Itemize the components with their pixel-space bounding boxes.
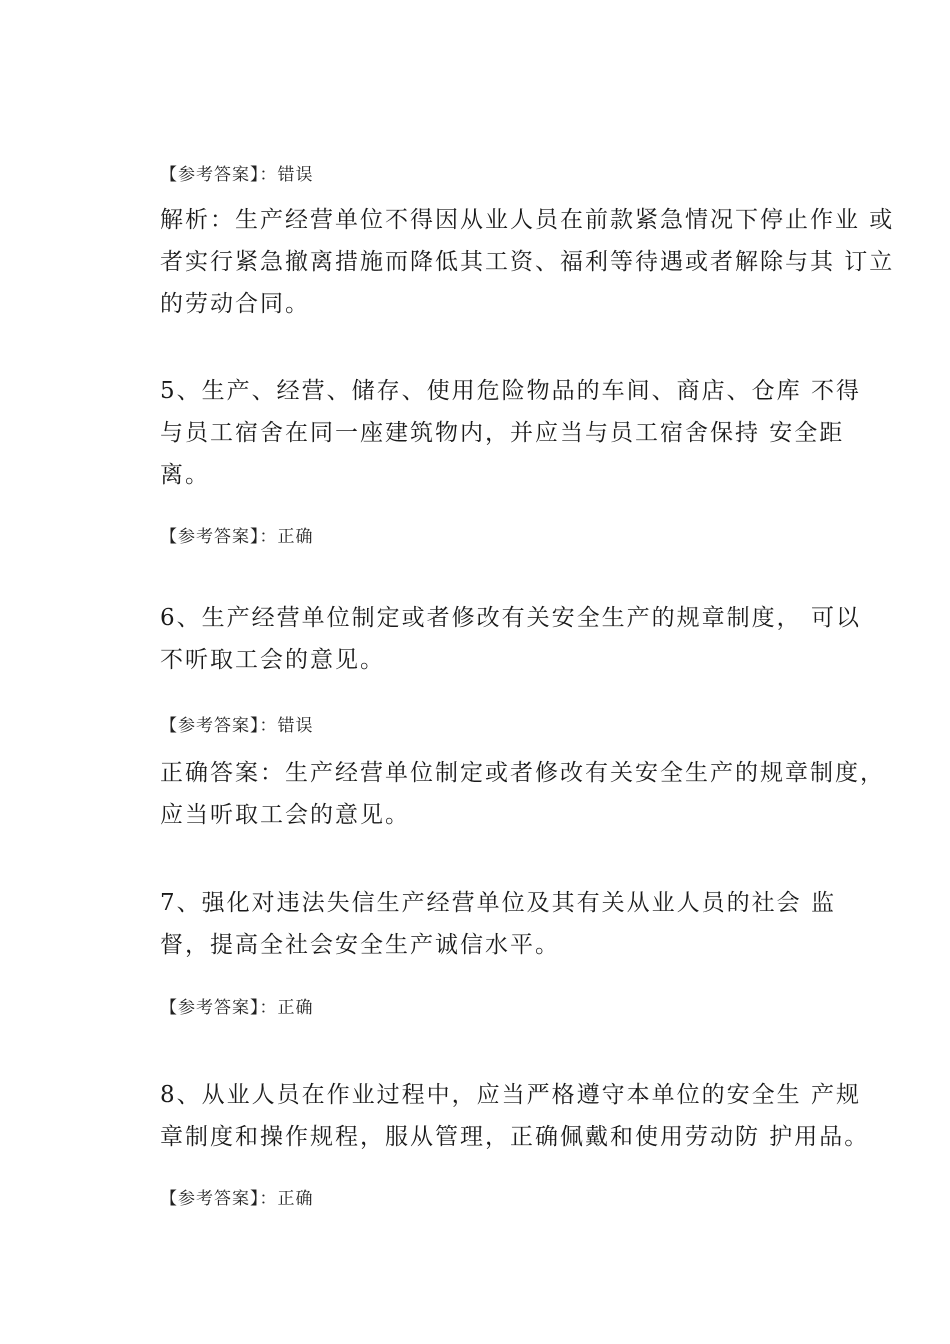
reference-answer: 【参考答案】：正确 [160,527,314,547]
question-5 [160,370,860,496]
reference-answer: 【参考答案】：错误 [160,716,314,736]
text-line: 8、从业人员在作业过程中，应当严格遵守本单位的安全生 产规 [160,1082,861,1108]
correct-answer-paragraph [160,752,885,836]
question-7 [160,882,860,966]
reference-answer: 【参考答案】：正确 [160,998,314,1018]
question-8 [160,1074,870,1158]
text-line: 者实行紧急撤离措施而降低其工资、福利等待遇或者解除与其 订立 [160,249,895,275]
reference-answer: 【参考答案】：错误 [160,165,314,185]
text-line: 解析：生产经营单位不得因从业人员在前款紧急情况下停止作业 或 [160,207,895,233]
reference-answer: 【参考答案】：正确 [160,1189,314,1209]
text-line: 正确答案：生产经营单位制定或者修改有关安全生产的规章制度， [160,760,885,786]
text-line: 与员工宿舍在同一座建筑物内，并应当与员工宿舍保持 安全距 [160,420,845,446]
text-line: 应当听取工会的意见。 [160,802,410,828]
text-line: 5、生产、经营、储存、使用危险物品的车间、商店、仓库 不得 [160,378,861,404]
text-line: 离。 [160,462,210,488]
question-6 [160,597,860,681]
text-line: 7、强化对违法失信生产经营单位及其有关从业人员的社会 监 [160,890,836,916]
text-line: 不听取工会的意见。 [160,647,385,673]
text-line: 的劳动合同。 [160,291,310,317]
text-line: 6、生产经营单位制定或者修改有关安全生产的规章制度， 可以 [160,605,861,631]
text-line: 督，提高全社会安全生产诚信水平。 [160,932,560,958]
text-line: 章制度和操作规程，服从管理，正确佩戴和使用劳动防 护用品。 [160,1124,870,1150]
explanation-paragraph [160,199,895,325]
